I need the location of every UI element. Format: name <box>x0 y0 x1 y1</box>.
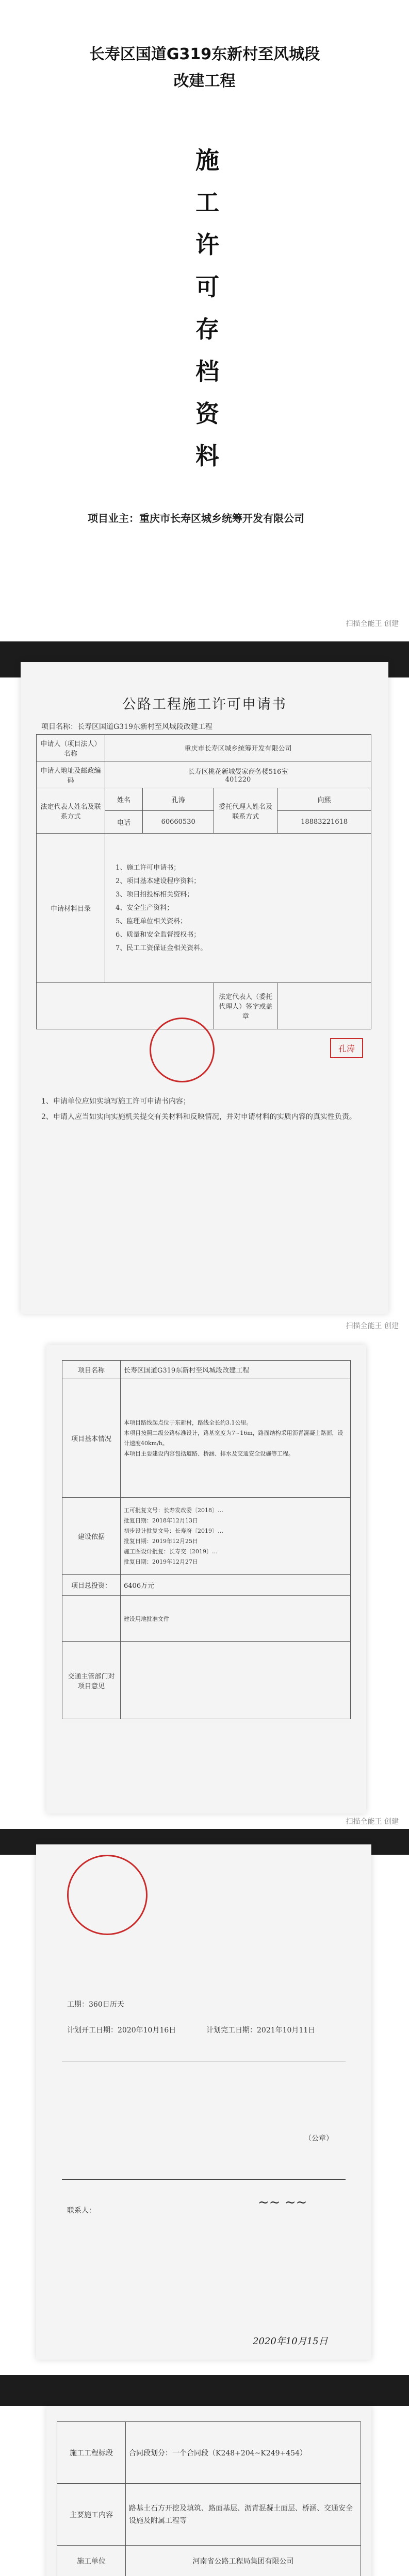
application-page-3 <box>0 1829 409 2375</box>
materials-label: 申请材料目录 <box>37 834 105 983</box>
project-owner <box>88 510 304 525</box>
approval-text: 施工图设计批复：长寿交〔2019〕… <box>124 1548 218 1555</box>
basic-label: 项目基本情况 <box>62 1379 121 1498</box>
address-cell <box>105 761 371 788</box>
legal-label: 法定代表人姓名及联系方式 <box>37 788 105 834</box>
application-form <box>36 734 371 1029</box>
land-cell <box>62 1596 121 1642</box>
approval-text: 初步设计批复文号：长寿府〔2019〕… <box>124 1527 223 1534</box>
vertical-char: 可 <box>195 273 219 301</box>
legal-phone: 60660530 <box>143 811 214 834</box>
applicant-value: 重庆市长寿区城乡统筹开发有限公司 <box>105 735 371 761</box>
vertical-char: 存 <box>195 315 219 343</box>
basic-cell <box>121 1379 351 1498</box>
signature-label: 法定代表人（委托代理人）签字或盖章 <box>214 983 277 1029</box>
cover-title-line2: 改建工程 <box>173 72 236 90</box>
start-date: 计划开工日期：2020年10月16日 <box>67 2026 176 2035</box>
basic-text: 本项目主要建设内容包括道路、桥涵、排水及交通安全设施等工程。 <box>124 1450 294 1457</box>
postcode-value: 401220 <box>225 775 251 784</box>
traffic-label: 交通主管部门对项目意见 <box>62 1642 121 1719</box>
bid-value: 合同段划分：一个合同段（K248+204~K249+454） <box>126 2422 361 2484</box>
time-text: 工期：360日历天 <box>67 2001 124 2009</box>
end-date: 计划完工日期：2021年10月11日 <box>206 2026 316 2035</box>
vertical-char: 工 <box>195 189 219 216</box>
invest-label: 项目总投资： <box>62 1575 121 1596</box>
vertical-char: 许 <box>195 231 219 259</box>
paper-sheet <box>46 1345 366 1814</box>
build-cell <box>121 1498 351 1575</box>
materials-list <box>105 834 371 983</box>
agent-phone: 18883221618 <box>277 811 371 834</box>
material-item: 3、项目招投标相关资料； <box>116 890 194 899</box>
phone-label: 电话 <box>105 811 143 834</box>
bid-label: 施工工程标段 <box>57 2422 126 2484</box>
traffic-note: （公章） <box>304 2134 333 2143</box>
material-item: 5、监理单位相关资料； <box>116 917 187 925</box>
approval-text: 工可批复文号：长寿发改委〔2018〕… <box>124 1506 223 1514</box>
legal-name: 孔涛 <box>143 788 214 811</box>
handwritten-date: 2020年10月15日 <box>253 2336 328 2347</box>
vertical-char: 施 <box>195 146 219 174</box>
material-item: 7、民工工资保证金相关资料。 <box>116 944 207 952</box>
legal-signature-stamp: 孔涛 <box>330 1038 363 1058</box>
owner-value: 重庆市长寿区城乡统筹开发有限公司 <box>139 512 304 524</box>
cover-page <box>0 0 409 641</box>
signer-label: 联系人： <box>67 2207 96 2215</box>
contractor-value: 河南省公路工程局集团有限公司 <box>126 2546 361 2576</box>
address-label: 申请人地址及邮政编码 <box>37 761 105 788</box>
scope-label: 主要施工内容 <box>57 2484 126 2546</box>
traffic-cell <box>121 1642 351 1719</box>
vertical-char: 资 <box>195 400 219 428</box>
basic-text: 本项目按照二级公路标准设计，路基宽度为7~16m，路面结构采用沥青混凝土路面，设计速度40km/h。 <box>124 1429 343 1447</box>
owner-label: 项目业主： <box>88 512 139 524</box>
application-page-2 <box>0 1334 409 1829</box>
rule-line <box>62 2179 346 2180</box>
scan-shadow <box>0 2375 409 2406</box>
agent-name: 向熙 <box>277 788 371 811</box>
application-page-1 <box>0 641 409 1334</box>
paper-sheet <box>36 1844 371 2360</box>
material-item: 4、安全生产资料； <box>116 904 174 912</box>
approval-date: 批复日期：2019年12月27日 <box>124 1558 198 1565</box>
build-label: 建设依据 <box>62 1498 121 1575</box>
paper-sheet <box>21 662 388 1314</box>
basic-text: 本项目路线起点位于东新村，路线全长约3.1公里。 <box>124 1419 252 1426</box>
approval-date: 批复日期：2018年12月13日 <box>124 1517 198 1524</box>
material-item: 1、施工许可申请书； <box>116 863 181 872</box>
scan-stamp: 扫描全能王 创建 <box>346 620 399 628</box>
address-value: 长寿区桃花新城晏家商务楼516室 <box>188 768 288 776</box>
project-name-label: 项目名称 <box>62 1361 121 1379</box>
paper-sheet <box>46 2406 371 2576</box>
company-seal <box>150 1018 215 1082</box>
material-item: 2、项目基本建设程序资料； <box>116 877 201 885</box>
vertical-char: 料 <box>195 442 219 470</box>
project-label: 项目名称：长寿区国道G319东新村至风城段改建工程 <box>41 723 212 731</box>
scan-stamp: 扫描全能王 创建 <box>346 1322 399 1330</box>
authority-seal <box>67 1855 148 1935</box>
handwritten-signature: ~~ ~~ <box>258 2195 307 2210</box>
applicant-label: 申请人（项目法人）名称 <box>37 735 105 761</box>
cover-title-line1: 长寿区国道G319东新村至风城段 <box>89 45 320 63</box>
project-info-table <box>62 1360 351 1719</box>
note-1: 1、申请单位应如实填写施工许可申请书内容； <box>41 1097 190 1106</box>
scope-value: 路基土石方开挖及填筑、路面基层、沥青混凝土面层、桥涵、交通安全设施及附属工程等 <box>126 2484 361 2546</box>
note-2: 2、申请人应当如实向实施机关提交有关材料和反映情况，并对申请材料的实质内容的真实性负责。 <box>41 1113 356 1121</box>
name-label: 姓名 <box>105 788 143 811</box>
application-title: 公路工程施工许可申请书 <box>122 697 287 713</box>
cover-vertical-title <box>192 139 223 477</box>
vertical-char: 档 <box>195 358 219 385</box>
scan-stamp: 扫描全能王 创建 <box>346 1818 399 1826</box>
contractor-label: 施工单位 <box>57 2546 126 2576</box>
approval-date: 批复日期：2019年12月25日 <box>124 1537 198 1545</box>
land-label: 建设用地批准文件 <box>121 1596 351 1642</box>
invest-value: 6406万元 <box>121 1575 351 1596</box>
agent-label: 委托代理人姓名及联系方式 <box>214 788 277 834</box>
application-page-4 <box>0 2375 409 2576</box>
project-name-value: 长寿区国道G319东新村至风城段改建工程 <box>121 1361 351 1379</box>
material-item: 6、质量和安全监督授权书； <box>116 930 201 939</box>
tender-table <box>57 2421 361 2576</box>
signature-cell <box>277 983 371 1029</box>
